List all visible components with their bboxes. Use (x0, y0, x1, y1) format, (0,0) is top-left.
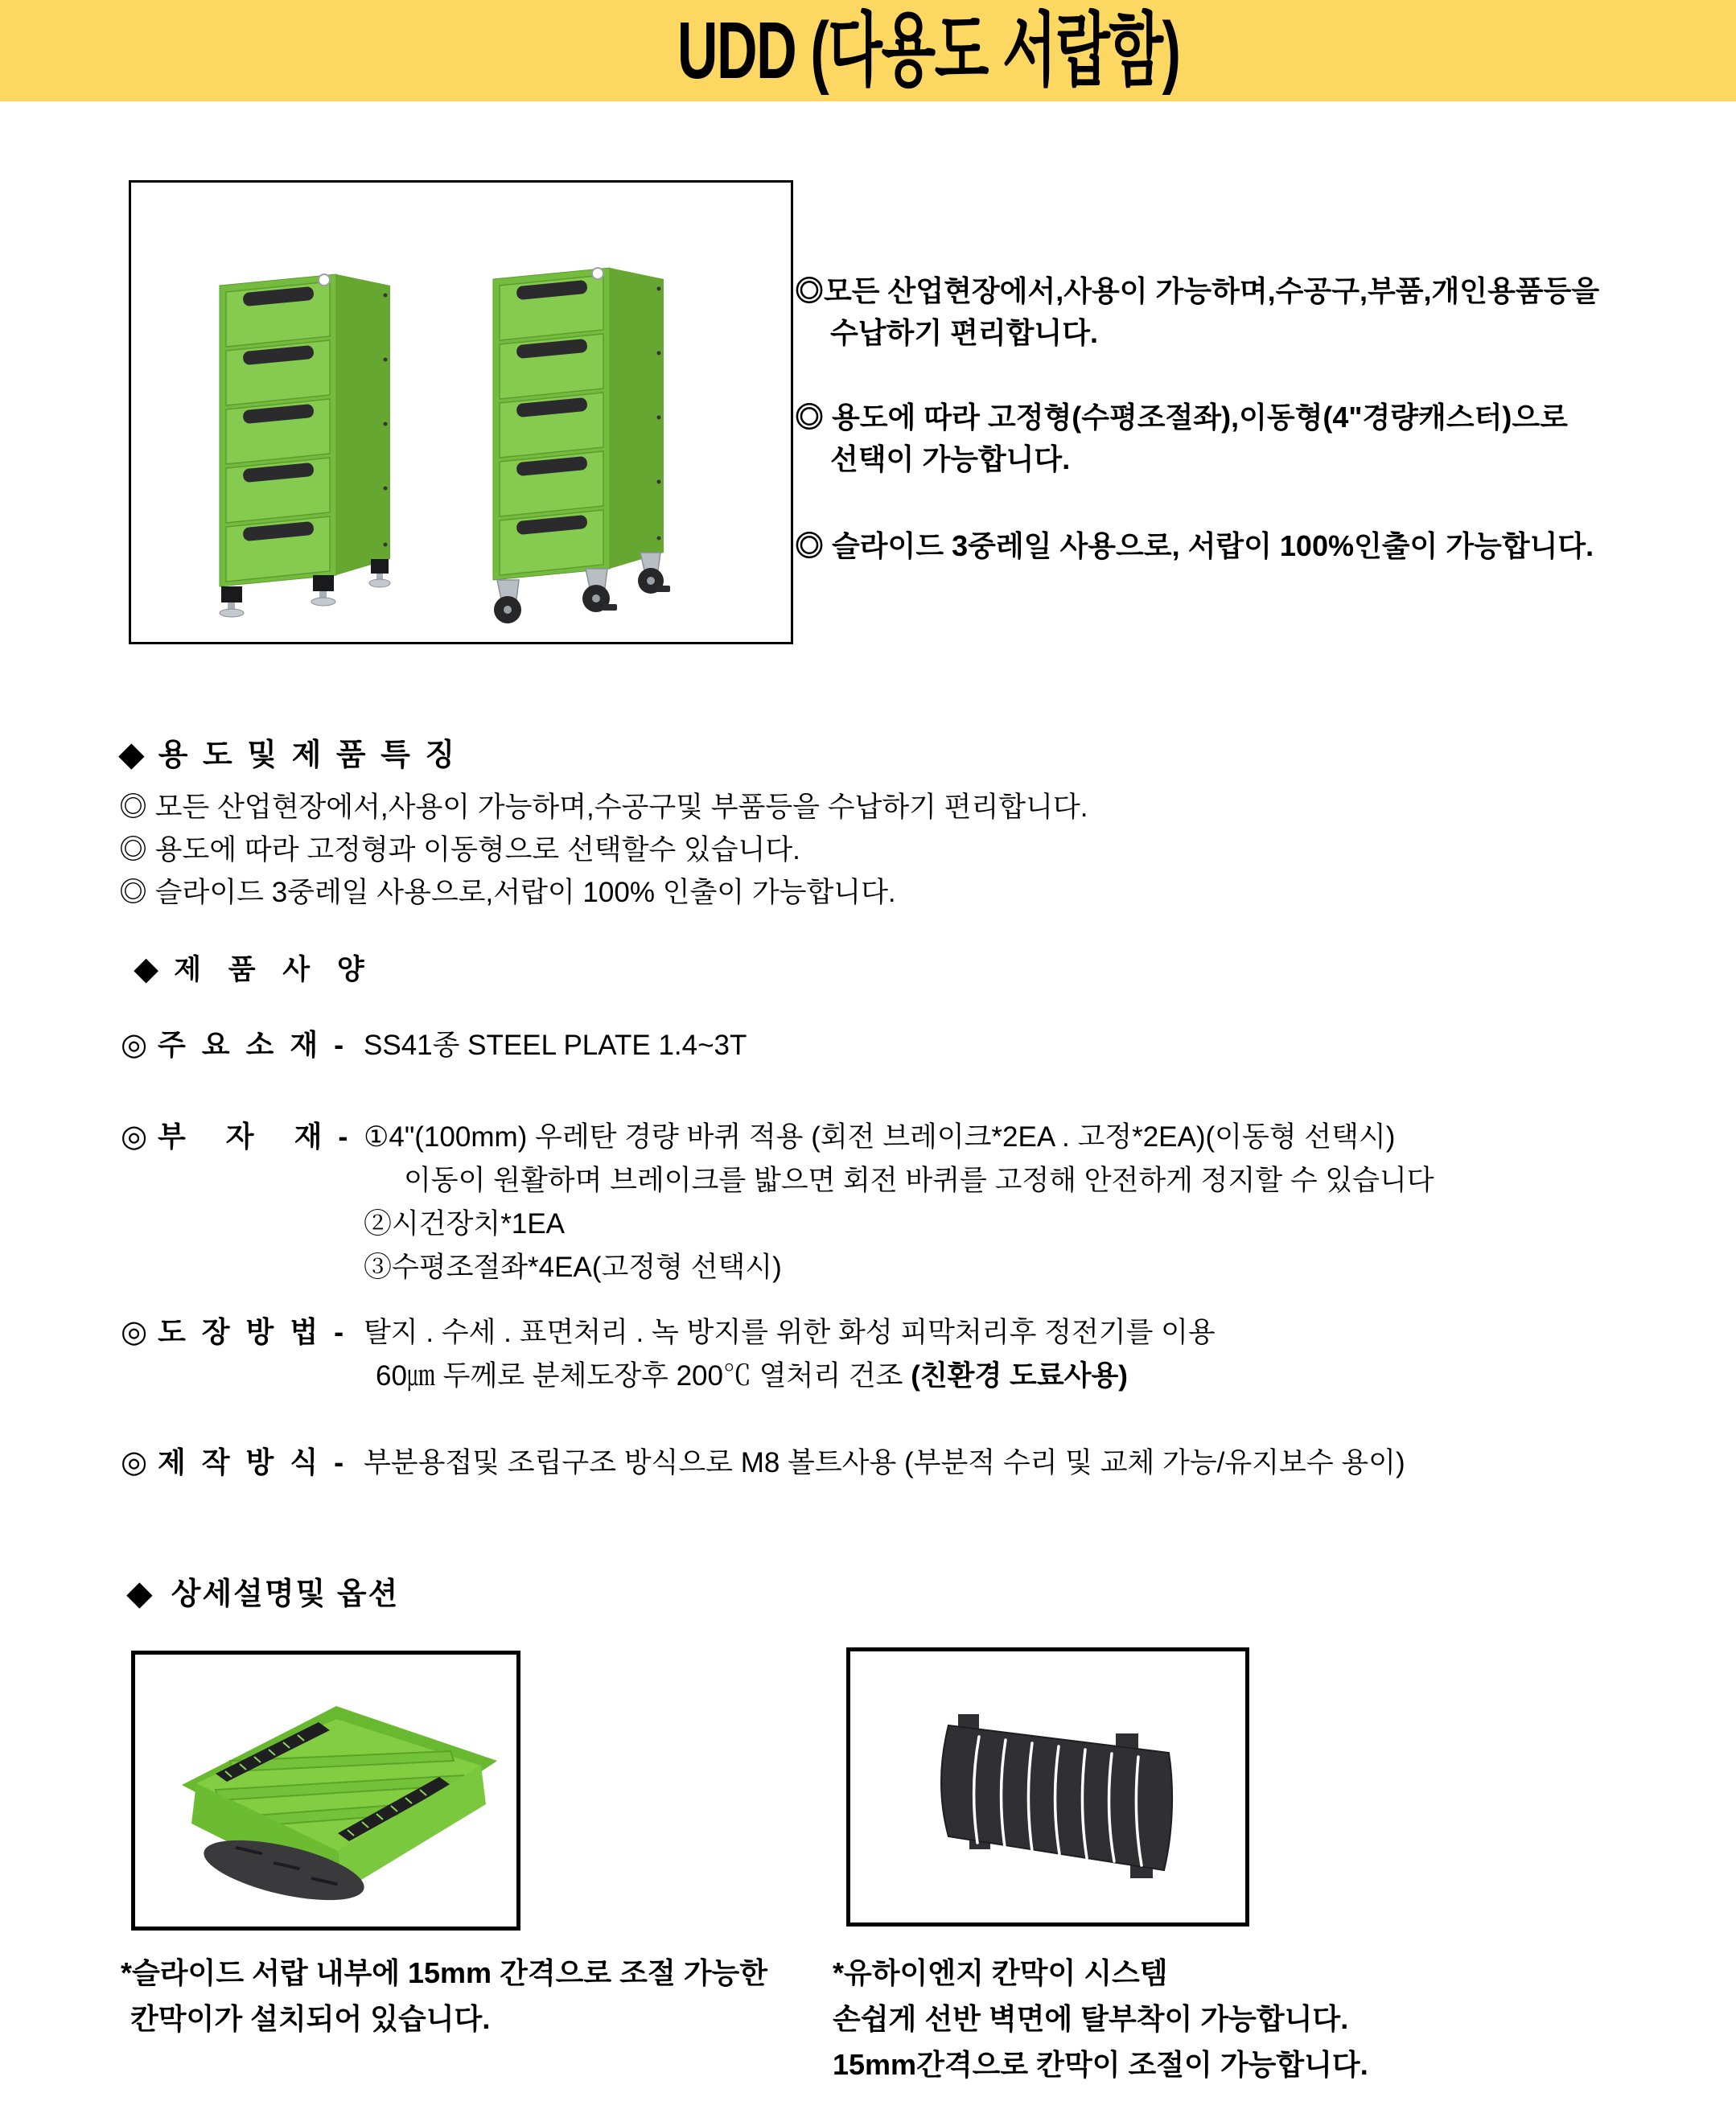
options-section-heading (127, 1569, 399, 1613)
spec-value-line: SS41종 STEEL PLATE 1.4~3T (364, 1030, 747, 1061)
spec-label-painting: 도 장 방 법 - (158, 1315, 348, 1348)
options-heading-text: 상세설명및 옵션 (171, 1577, 400, 1611)
painting-line2-normal: 60㎛ 두께로 분체도장후 200℃ 열처리 건조 (376, 1360, 911, 1392)
spec-value-material (364, 1024, 747, 1067)
hero-bullet-2 (795, 397, 1736, 480)
product-cabinets-image (131, 183, 791, 642)
spec-row-construction (121, 1441, 1697, 1485)
caption-partition-line1: *유하이엔지 칸막이 시스템 (833, 1956, 1168, 1989)
spec-value-line (376, 1355, 1216, 1398)
bullet-marker: ◎ (121, 1445, 148, 1479)
option-image-partition-box (846, 1647, 1249, 1927)
features-heading-text: 용 도 및 제 품 특 징 (158, 738, 459, 772)
hero-bullet-1-line2: 수납하기 편리합니다. (830, 316, 1098, 349)
spec-label-accessories: 부 자 재 - (158, 1120, 352, 1153)
spec-value-construction (364, 1441, 1405, 1485)
caption-partition-line3: 15mm간격으로 칸막이 조절이 가능합니다. (833, 2048, 1368, 2081)
lock-cylinder (319, 274, 330, 286)
painting-line2-bold: (친환경 도료사용) (911, 1360, 1128, 1392)
spec-label-construction: 제 작 방 식 - (158, 1445, 348, 1478)
caption-partition-line2: 손쉽게 선반 벽면에 탈부착이 가능합니다. (833, 2002, 1349, 2035)
spec-row-material (121, 1024, 1697, 1067)
hero-bullet-1 (795, 270, 1736, 354)
spec-value-line: 부분용접및 조립구조 방식으로 M8 볼트사용 (부분적 수리 및 교체 가능/유지보수 용이) (364, 1447, 1405, 1478)
spec-value-line: ③수평조절좌*4EA(고정형 선택시) (364, 1252, 782, 1283)
spec-heading-text: 제 품 사 양 (174, 954, 374, 985)
caption-tray-line1: *슬라이드 서랍 내부에 15mm 간격으로 조절 가능한 (121, 1956, 768, 1989)
caption-partition (833, 1950, 1701, 2087)
hero-bullet-3 (795, 525, 1736, 567)
spec-value-line: ②시건장치*1EA (364, 1208, 566, 1240)
spec-value-line: ①4"(100mm) 우레탄 경량 바퀴 적용 (회전 브레이크*2EA . 고정*2EA)(이동형 선택시) (364, 1121, 1396, 1153)
option-image-tray-box (131, 1651, 520, 1931)
diamond-icon: ◆ (134, 952, 158, 986)
hero-bullet-3-line1: ◎ 슬라이드 3중레일 사용으로, 서랍이 100%인출이 가능합니다. (795, 529, 1594, 562)
diamond-icon: ◆ (127, 1576, 154, 1611)
features-section (119, 734, 1487, 914)
hero-bullet-2-line2: 선택이 가능합니다. (830, 442, 1071, 475)
caption-tray-line2: 칸막이가 설치되어 있습니다. (130, 2002, 491, 2035)
spec-label-material: 주 요 소 재 - (158, 1028, 348, 1061)
spec-value-line: 탈지 . 수세 . 표면처리 . 녹 방지를 위한 화성 피막처리후 정전기를 이용 (364, 1317, 1216, 1348)
hero-bullets (795, 270, 1736, 567)
partition-panel-image (850, 1651, 1245, 1922)
product-image-box (129, 180, 793, 644)
bullet-marker: ◎ (121, 1315, 148, 1349)
title-banner (0, 0, 1736, 101)
spec-row-painting (121, 1311, 1697, 1398)
bullet-marker: ◎ (121, 1028, 148, 1062)
features-heading (119, 734, 1487, 777)
caption-tray (121, 1950, 829, 2042)
spec-value-accessories (364, 1116, 1434, 1289)
spec-section-heading (134, 948, 374, 988)
spec-value-line: 이동이 원활하며 브레이크를 밟으면 회전 바퀴를 고정해 안전하게 정지할 수 있습니다 (404, 1165, 1434, 1196)
hero-bullet-2-line1: ◎ 용도에 따라 고정형(수평조절좌),이동형(4"경량캐스터)으로 (795, 401, 1568, 434)
spec-row-accessories (121, 1116, 1697, 1289)
feature-item: ◎ 슬라이드 3중레일 사용으로,서랍이 100% 인출이 가능합니다. (119, 877, 896, 908)
feature-item: ◎ 모든 산업현장에서,사용이 가능하며,수공구및 부품등을 수납하기 편리합니다. (119, 792, 1088, 823)
diamond-icon: ◆ (119, 737, 144, 772)
cabinet-mobile (493, 268, 670, 623)
spec-value-painting (364, 1311, 1216, 1398)
bullet-marker: ◎ (121, 1120, 148, 1153)
cabinet-fixed (220, 274, 390, 617)
drawer-tray-image (135, 1655, 516, 1927)
page-title: UDD (다용도 서랍함) (677, 6, 1180, 96)
hero-bullet-1-line1: ◎모든 산업현장에서,사용이 가능하며,수공구,부품,개인용품등을 (795, 274, 1600, 307)
lock-cylinder (592, 268, 603, 279)
feature-item: ◎ 용도에 따라 고정형과 이동형으로 선택할수 있습니다. (119, 834, 800, 866)
